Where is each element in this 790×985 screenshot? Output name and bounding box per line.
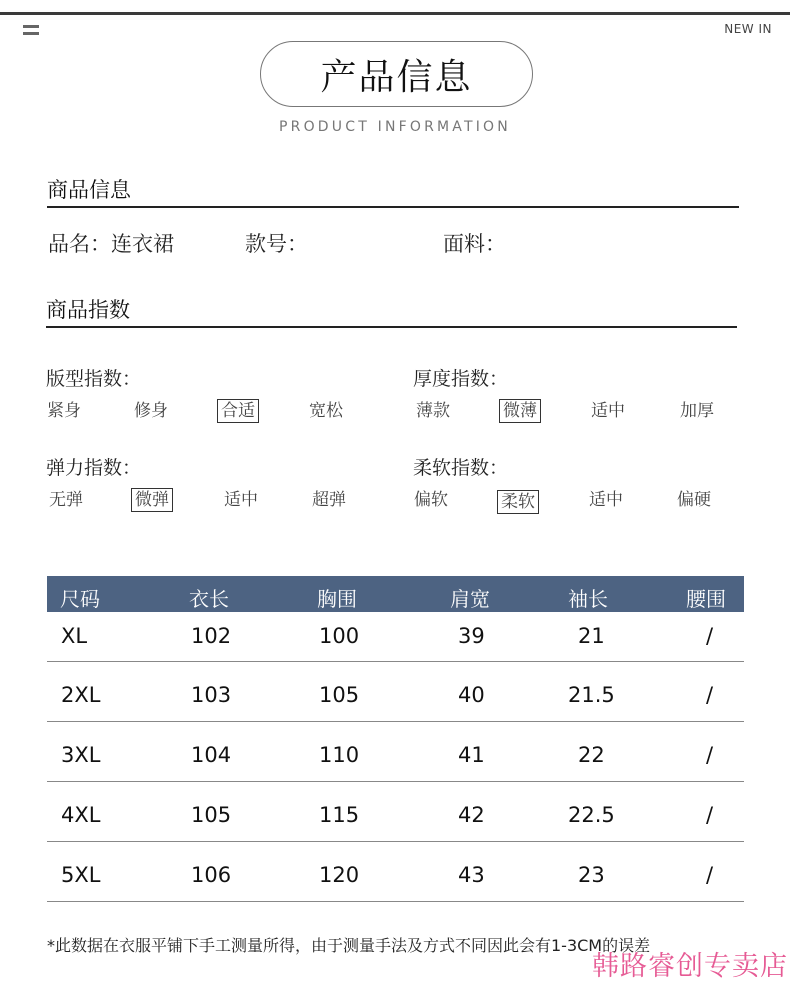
material-label: 面料： <box>443 232 506 256</box>
fit-index-label: 版型指数： <box>46 368 142 390</box>
cell-size: 3XL <box>61 743 101 767</box>
cell-chest: 110 <box>319 743 360 767</box>
cell-length: 102 <box>191 624 232 648</box>
thickness-option-light-selected: 微薄 <box>499 399 541 423</box>
softness-option-medium: 适中 <box>589 490 623 510</box>
fit-option-tight: 紧身 <box>47 401 81 421</box>
cell-waist: / <box>706 863 714 887</box>
col-chest: 胸围 <box>317 587 357 611</box>
cell-sleeve: 23 <box>578 863 605 887</box>
elasticity-option-high: 超弹 <box>312 490 346 510</box>
cell-waist: / <box>706 743 714 767</box>
cell-shoulder: 42 <box>458 803 485 827</box>
menu-icon <box>23 25 39 35</box>
product-info-heading: 商品信息 <box>47 178 131 202</box>
cell-sleeve: 22 <box>578 743 605 767</box>
top-divider-bar <box>0 12 790 15</box>
title-pill <box>260 41 533 107</box>
fit-option-slim: 修身 <box>134 401 168 421</box>
table-row <box>47 612 744 662</box>
table-row <box>47 842 744 902</box>
cell-size: XL <box>61 624 88 648</box>
elasticity-option-slight-selected: 微弹 <box>131 488 173 512</box>
fit-option-regular-selected: 合适 <box>217 399 259 423</box>
cell-length: 103 <box>191 683 232 707</box>
cell-chest: 100 <box>319 624 360 648</box>
cell-length: 106 <box>191 863 232 887</box>
indices-heading: 商品指数 <box>46 298 130 322</box>
section-divider <box>46 326 737 328</box>
thickness-option-thin: 薄款 <box>416 401 450 421</box>
softness-option-soft: 偏软 <box>414 490 448 510</box>
col-length: 衣长 <box>189 587 229 611</box>
elasticity-option-medium: 适中 <box>224 490 258 510</box>
size-table <box>47 576 744 902</box>
table-row <box>47 782 744 842</box>
cell-sleeve: 21 <box>578 624 605 648</box>
style-number-label: 款号： <box>245 232 308 256</box>
product-name-value: 连衣裙 <box>111 232 174 256</box>
cell-length: 105 <box>191 803 232 827</box>
cell-chest: 115 <box>319 803 360 827</box>
cell-sleeve: 22.5 <box>568 803 615 827</box>
cell-sleeve: 21.5 <box>568 683 615 707</box>
section-divider <box>47 206 739 208</box>
product-name-field <box>48 228 174 258</box>
col-waist: 腰围 <box>686 587 726 611</box>
elasticity-option-none: 无弹 <box>49 490 83 510</box>
cell-waist: / <box>706 624 714 648</box>
softness-index-label: 柔软指数： <box>413 457 509 479</box>
cell-waist: / <box>706 683 714 707</box>
product-name-label: 品名： <box>48 232 111 256</box>
cell-size: 5XL <box>61 863 101 887</box>
cell-chest: 105 <box>319 683 360 707</box>
col-sleeve: 袖长 <box>568 587 608 611</box>
cell-shoulder: 39 <box>458 624 485 648</box>
page-subtitle: PRODUCT INFORMATION <box>279 119 511 135</box>
page-title: 产品信息 <box>320 56 473 98</box>
col-shoulder: 肩宽 <box>450 587 490 611</box>
softness-option-soft-selected: 柔软 <box>497 490 539 514</box>
col-size: 尺码 <box>60 587 100 611</box>
cell-shoulder: 41 <box>458 743 485 767</box>
cell-chest: 120 <box>319 863 360 887</box>
table-row <box>47 722 744 782</box>
cell-size: 2XL <box>61 683 101 707</box>
size-table-header <box>47 576 744 612</box>
thickness-option-thick: 加厚 <box>680 401 714 421</box>
cell-shoulder: 40 <box>458 683 485 707</box>
elasticity-index-label: 弹力指数： <box>46 457 142 479</box>
fit-option-loose: 宽松 <box>309 401 343 421</box>
new-in-badge: NEW IN <box>724 22 772 36</box>
thickness-index-label: 厚度指数： <box>413 368 509 390</box>
thickness-option-medium: 适中 <box>591 401 625 421</box>
cell-waist: / <box>706 803 714 827</box>
cell-length: 104 <box>191 743 232 767</box>
store-watermark: 韩路睿创专卖店 <box>592 951 788 982</box>
table-row <box>47 662 744 722</box>
cell-size: 4XL <box>61 803 101 827</box>
measurement-footnote: *此数据在衣服平铺下手工测量所得，由于测量手法及方式不同因此会有1-3CM的误差 <box>47 936 651 955</box>
cell-shoulder: 43 <box>458 863 485 887</box>
softness-option-hard: 偏硬 <box>677 490 711 510</box>
